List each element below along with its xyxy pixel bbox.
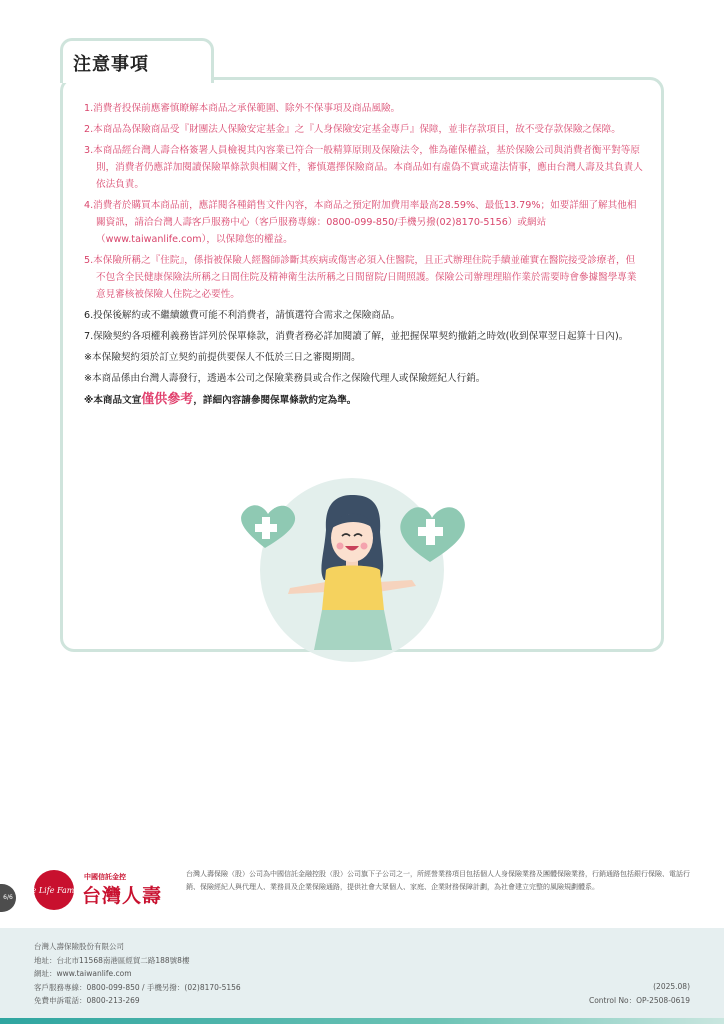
note-7: 7.保險契約各項權利義務皆詳列於保單條款，消費者務必詳加閱讀了解，並把握保單契約撤銷之時效(收到保單翌日起算十日內)。 — [84, 331, 629, 342]
note-3: 3.本商品經台灣人壽合格簽署人員檢視其內容業已符合一般精算原則及保險法令，惟為確保權益，基於保險公司與消費者衡平對等原則，消費者仍應詳加閱讀保險單條款與相關文件，審慎選擇保險商品。本商品如有虛偽不實或違法情事，應由台灣人壽及其負責人依法負責。 — [84, 145, 643, 190]
girl-illustration — [230, 470, 480, 650]
customer-service-line: 客戶服務專線：0800-099-850 / 手機另撥：(02)8170-5156 — [34, 982, 241, 992]
note-4: 4.消費者於購買本商品前，應詳閱各種銷售文件內容，本商品之預定附加費用率最高28.59%、最低13.79%；如要詳細了解其他相關資訊，請洽台灣人壽客戶服務中心（客戶服務專線：0800-099-850/手機另撥(02)8170-5156）或網站（www.taiwanlife.com），以保障您的權益。 — [84, 200, 637, 245]
note-reference-only — [84, 391, 644, 409]
note-1: 1.消費者投保前應審慎瞭解本商品之承保範圍、除外不保事項及商品風險。 — [84, 103, 401, 114]
logo-badge-text: We Life Family — [24, 886, 84, 895]
logo-parent-name: 中國信託金控 — [84, 873, 126, 881]
notes-list — [84, 100, 644, 413]
note-5: 5.本保險所稱之『住院』，係指被保險人經醫師診斷其疾病或傷害必須入住醫院，且正式辦理住院手續並確實在醫院接受診療者，但不包含全民健康保險法所稱之日間住院及精神衛生法所稱之日間留院/日間照護。保險公司辦理理賠作業於需要時會參據醫學專業意見審核被保險人住院之必要性。 — [84, 255, 637, 300]
note-reference-suffix: ，詳細內容請參閱保單條款約定為準。 — [193, 395, 357, 406]
company-contact-lines — [34, 940, 241, 1008]
footer-stripe — [0, 1018, 724, 1024]
note-6: 6.投保後解約或不繼續繳費可能不利消費者，請慎選符合需求之保險商品。 — [84, 310, 401, 321]
logo-brand-name: 台灣人壽 — [82, 885, 163, 907]
page-number-tab: 6/6 — [0, 884, 16, 912]
company-website: 網址：www.taiwanlife.com — [34, 969, 132, 978]
note-review-period: ※本保險契約須於訂立契約前提供要保人不低於三日之審閱期間。 — [84, 352, 361, 363]
edition-info — [589, 980, 690, 1007]
note-reference-prefix: ※本商品文宣 — [84, 395, 142, 406]
complaint-line: 免費申訴電話：0800-213-269 — [34, 996, 140, 1005]
company-name: 台灣人壽保險股份有限公司 — [34, 942, 124, 951]
section-tab — [60, 38, 214, 83]
company-description: 台灣人壽保險（股）公司為中國信託金融控股（股）公司旗下子公司之一，所經營業務項目包括個人人身保險業務及團體保險業務，行銷通路包括銀行保險、電話行銷、保險經紀人與代理人、業務員及企業保險通路，提供社會大眾個人、家庭、企業財務保障計劃，為社會建立完整的風險規劃體系。 — [186, 870, 690, 891]
company-info-panel — [0, 928, 724, 1024]
section-title: 注意事項 — [73, 54, 149, 75]
edition-date: (2025.08) — [653, 982, 690, 991]
company-address: 地址：台北市11568南港區經貿二路188號8樓 — [34, 955, 190, 965]
we-life-family-logo — [24, 868, 84, 912]
note-2: 2.本商品為保險商品受『財團法人保險安定基金』之『人身保險安定基金專戶』保障，並非存款項目，故不受存款保險之保障。 — [84, 124, 621, 135]
control-number: Control No：OP-2508-0619 — [588, 995, 690, 1005]
note-issuer: ※本商品係由台灣人壽發行，透過本公司之保險業務員或合作之保險代理人或保險經紀人行銷。 — [84, 373, 486, 384]
note-reference-highlight: 僅供參考 — [141, 392, 194, 407]
